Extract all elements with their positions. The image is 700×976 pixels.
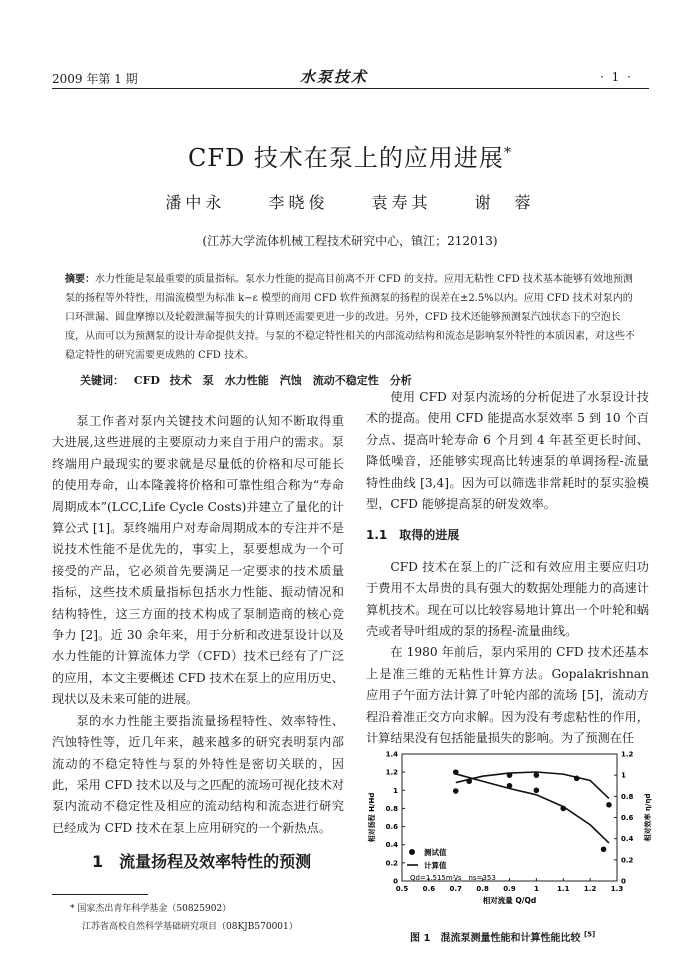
- x-axis-label: 相对流量 Q/Qd: [482, 896, 537, 905]
- y2-tick-label: 0: [621, 877, 626, 886]
- paper-title-text: CFD 技术在泵上的应用进展: [188, 144, 504, 172]
- x-tick-label: 0.8: [476, 885, 489, 893]
- abstract-label: 摘要：: [65, 274, 95, 285]
- performance-chart: [362, 746, 662, 921]
- author: 潘中永: [165, 193, 226, 212]
- right-column: [366, 387, 649, 750]
- figure-caption: [410, 929, 595, 944]
- author: 李晓俊: [268, 193, 329, 212]
- x-tick-label: 1.2: [583, 885, 597, 893]
- data-point: [534, 772, 540, 778]
- y-tick-label: 0.8: [385, 804, 398, 813]
- body-paragraph: 泵工作者对泵内关键技术问题的认知不断取得重大进展,这些进展的主要原动力来自于用户的需求。泵终端用户最现实的要求就是尽量低的价格和尽可能长的使用寿命，山本隆義将价格和可靠性组合称为“寿命周期成本”(LCC,Life Cycle Costs)并建立了量化的计算公式 [1]。泵终端用户对寿命周期成本的专注并不是说技术性能不是优先的，事实上，泵要想成为一个可接受的产品，它必须首先要满足一定要求的技术质量指标，这些技术质量指标包括水力性能、振动情况和结构特性，这三方面的技术构成了泵制造商的核心竞争力 [2]。近 30 余年来，用于分析和改进泵设计以及水力性能的计算流体力学（CFD）技术已经有了广泛的应用，本文主要概述 CFD 技术在泵上的应用历史、现状以及未来可能的进展。: [52, 414, 344, 707]
- y-tick-label: 1: [393, 786, 398, 795]
- y-tick-label: 1.2: [385, 768, 398, 777]
- data-point: [453, 788, 459, 794]
- body-paragraph: 使用 CFD 对泵内流场的分析促进了水泵设计技术的提高。使用 CFD 能提高水泵效率 5 到 10 个百分点、提高叶轮寿命 6 个月到 4 年甚至更长时间、降低噪音，还能够实现高比转速泵的单调扬程-流量特性曲线 [3,4]。因为可以筛选非常耗时的泵实验模型，CFD 能够提高泵的研发效率。: [366, 390, 649, 512]
- figure-caption-ref: [5]: [583, 930, 596, 939]
- legend-marker: [409, 849, 415, 855]
- journal-issue: 2009 年第 1 期: [52, 72, 138, 86]
- y2-tick-label: 0.4: [621, 835, 634, 844]
- y-tick-label: 0.4: [385, 841, 398, 850]
- author: 谢 蓉: [474, 193, 535, 212]
- keywords-text: CFD 技术 泵 水力性能 汽蚀 流动不稳定性 分析: [133, 374, 412, 387]
- y2-tick-label: 1.2: [621, 750, 634, 759]
- series-line: [456, 774, 609, 843]
- footnote: 江苏省高校自然科学基础研究项目（08KJB570001）: [82, 922, 298, 932]
- y-tick-label: 0: [393, 877, 398, 886]
- left-column: [52, 411, 344, 839]
- x-tick-label: 1: [533, 885, 539, 893]
- body-paragraph: CFD 技术在泵上的广泛和有效应用主要应归功于费用不太昂贵的具有强大的数据处理能力的高速计算机技术。现在可以比较容易地计算出一个叶轮和蜗壳或者导叶组成的泵的扬程-流量曲线。: [366, 559, 649, 639]
- body-paragraph: 泵的水力性能主要指流量扬程特性、效率特性、汽蚀特性等，近几年来，越来越多的研究表明泵内部流动的不稳定特性与泵的外特性是密切关联的，因此，采用 CFD 技术以及与之匹配的流场可视化技术对泵内流动不稳定性及相应的流动结构和流态进行研究已经成为 CFD 技术在泵上应用研究的一个新热点。: [52, 713, 344, 835]
- figure-caption-text: 图 1 混流泵测量性能和计算性能比较: [410, 933, 581, 944]
- x-tick-label: 0.9: [503, 885, 516, 893]
- body-paragraph: 在 1980 年前后，泵内采用的 CFD 技术还基本上是准三维的无粘性计算方法。Gopalakrishnan 应用子午面方法计算了叶轮内部的流场 [5]，流动方程沿着准正交方向求解。因为没有考虑粘性的作用，计算结果没有包括能量损失的影响。为了预测在任: [366, 645, 649, 746]
- y2-tick-label: 0.8: [621, 792, 634, 801]
- journal-name: 水泵技术: [300, 68, 369, 86]
- section-heading: 1 流量扬程及效率特性的预测: [92, 852, 312, 871]
- y2-tick-label: 0.2: [621, 856, 634, 865]
- data-point: [601, 846, 607, 852]
- abstract: [65, 270, 637, 365]
- y-tick-label: 0.6: [385, 823, 398, 832]
- page-number: · 1 ·: [600, 70, 633, 84]
- footnote: * 国家杰出青年科学基金（50825902）: [70, 904, 232, 914]
- y-axis-label: 相对扬程 H/Hd: [368, 792, 376, 843]
- author-list: [0, 190, 700, 213]
- y2-tick-label: 1: [621, 771, 626, 780]
- legend-params: Qd=1.515m³/s ns=353: [410, 874, 496, 882]
- keywords: [80, 372, 412, 388]
- x-tick-label: 1.3: [610, 885, 624, 893]
- subsection-heading: 1.1 取得的进展: [366, 528, 460, 543]
- x-tick-label: 0.5: [395, 885, 409, 893]
- footnote-rule: [52, 894, 148, 895]
- data-point: [534, 787, 540, 793]
- abstract-text: 水力性能是泵最重要的质量指标。泵水力性能的提高目前离不开 CFD 的支持。应用无粘性 CFD 技术基本能够有效地预测泵的扬程等外特性，用湍流模型为标准 k−ε 模型的商用 CFD 软件预测泵的扬程的误差在±2.5%以内。应用 CFD 技术对泵内的口环泄漏、圆盘摩擦以及轮毂泄漏等损失的计算则还需要更进一步的改进。另外，CFD 技术还能够预测泵汽蚀状态下的空泡长度，从而可以为预测泵的设计寿命提供支持。与泵的不稳定特性相关的内部流动结构和流态是影响泵外特性的本质因素，对这些不稳定特性的研究需要更成熟的 CFD 技术。: [65, 274, 635, 361]
- y2-axis-label: 相对效率 η/ηd: [644, 793, 652, 842]
- legend-label: 测试值: [424, 848, 447, 857]
- affiliation: (江苏大学流体机械工程技术研究中心，镇江；212013): [202, 234, 498, 248]
- author: 袁寿其: [371, 193, 432, 212]
- header-rule: [52, 88, 649, 89]
- x-tick-label: 1.1: [557, 885, 570, 893]
- y-tick-label: 0.2: [385, 859, 398, 868]
- x-tick-label: 0.7: [449, 885, 462, 893]
- title-footnote-mark: *: [503, 145, 512, 161]
- legend-label: 计算值: [424, 861, 447, 870]
- paper-title: [0, 138, 700, 173]
- y-tick-label: 1.4: [385, 750, 398, 759]
- x-tick-label: 0.6: [422, 885, 436, 893]
- y2-tick-label: 0.6: [621, 814, 634, 822]
- data-point: [606, 802, 612, 808]
- keywords-label: 关键词：: [80, 374, 124, 387]
